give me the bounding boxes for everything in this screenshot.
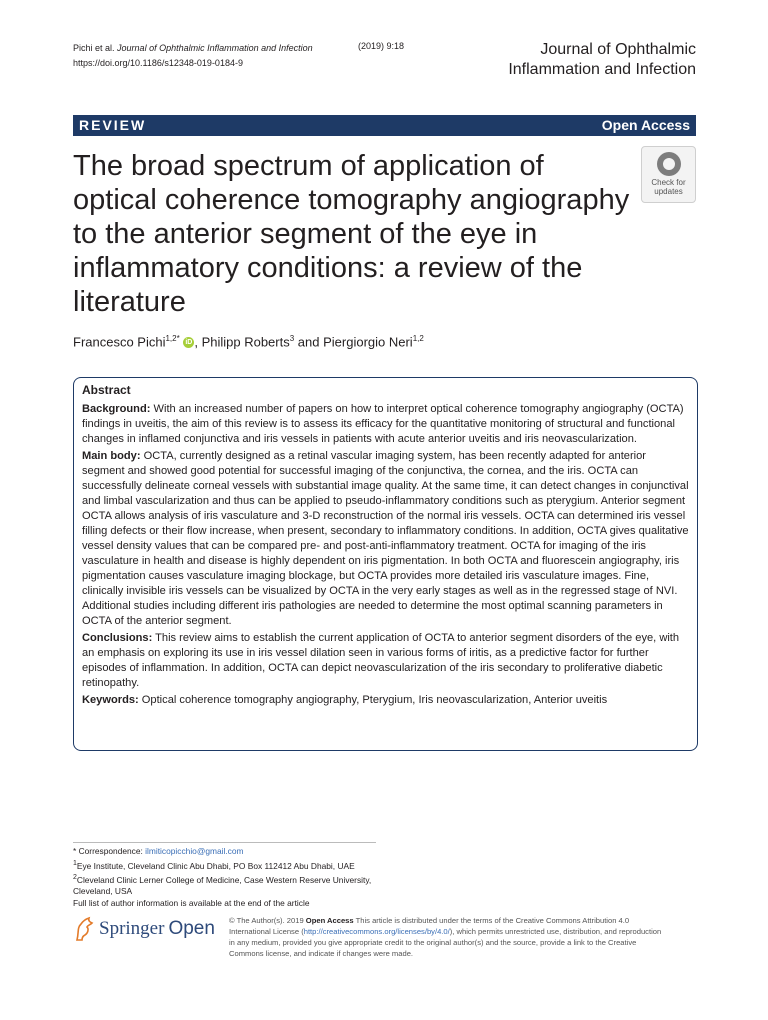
- journal-name-line2: Inflammation and Infection: [508, 61, 696, 78]
- header-author: Pichi et al.: [73, 43, 115, 53]
- abstract-box: [73, 377, 698, 751]
- affiliation-2: Cleveland Clinic Lerner College of Medicine, Case Western Reserve University, Cleveland, USA: [73, 874, 372, 897]
- springer-horse-icon: [73, 916, 95, 942]
- crossmark-icon: [657, 152, 681, 176]
- footnote-divider: [73, 842, 376, 843]
- abstract-keywords: [82, 693, 689, 708]
- footnotes: [73, 846, 393, 909]
- background-text: With an increased number of papers on how to interpret optical coherence tomography angiography (OCTA) findings in uveitis, the aim of this review is to assess its efficacy for the quantitative monitoring of structural and functional changes in inflamed conjunctiva and iris vessels in patients with acute anterior uveitis and iris neovascularization.: [82, 403, 684, 445]
- author-name: Francesco Pichi: [73, 334, 166, 350]
- conclusions-text: This review aims to establish the current application of OCTA to anterior segment disorders of the eye, with an emphasis on exploring its use in iris vessel dilation seen in various forms of iritis, as a predictive factor for further episodes of inflammation. In addition, OCTA can depict neovascularization of the iris secondary to proliferative diabetic retinopathy.: [82, 632, 680, 689]
- affiliation-sup: 1: [73, 859, 77, 867]
- open-access-label: Open Access: [601, 117, 690, 133]
- author-name: , Philipp Roberts: [194, 334, 290, 350]
- license-link[interactable]: http://creativecommons.org/licenses/by/4.0/: [303, 927, 450, 936]
- open-access-bold: Open Access: [305, 916, 354, 925]
- check-for-updates-badge[interactable]: [641, 146, 696, 203]
- correspondence-label: * Correspondence:: [73, 846, 146, 856]
- license-statement: [229, 915, 669, 959]
- keywords-label: Keywords:: [82, 694, 139, 706]
- keywords-text: Optical coherence tomography angiography, Pterygium, Iris neovascularization, Anterior uveitis: [138, 694, 608, 706]
- more-info-note: Full list of author information is available at the end of the article: [73, 897, 310, 908]
- author-affiliation-sup: 1,2: [412, 334, 424, 343]
- orcid-icon[interactable]: iD: [185, 339, 193, 347]
- author-list: [73, 334, 424, 349]
- license-text-2: ), which permits unrestricted use, distribution, and reproduction in any medium, provided you give appropriate credit to the original author(s) and the source, provide a link to the Creative Commons license, and indicate if changes were made.: [229, 927, 662, 958]
- journal-name: [508, 40, 696, 80]
- correspondence-email[interactable]: ilmiticopicchio@gmail.com: [145, 846, 244, 856]
- journal-name-line1: Journal of Ophthalmic: [540, 41, 696, 58]
- affiliation-1: Eye Institute, Cleveland Clinic Abu Dhabi, PO Box 112412 Abu Dhabi, UAE: [76, 860, 355, 871]
- header-journal: Journal of Ophthalmic Inflammation and Infection: [117, 43, 313, 53]
- abstract-heading: Abstract: [82, 383, 131, 397]
- copyright-text: © The Author(s). 2019: [229, 916, 306, 925]
- springer-wordmark: Springer: [99, 918, 165, 939]
- header-year-volume: (2019) 9:18: [358, 41, 405, 51]
- author-affiliation-sup: 1,2*: [165, 334, 180, 343]
- affiliation-sup: 2: [73, 873, 77, 881]
- license-text-1: This article is distributed under the terms of the Creative Commons Attribution 4.0 International License (: [229, 916, 630, 936]
- article-title: The broad spectrum of application of optical coherence tomography angiography to the anterior segment of the eye in inflammatory conditions: a review of the literature: [73, 150, 630, 318]
- abstract-main-body: [82, 449, 689, 629]
- open-wordmark: Open: [168, 918, 215, 939]
- article-type: REVIEW: [79, 117, 147, 133]
- author-name: and Piergiorgio Neri: [294, 334, 413, 350]
- doi-link[interactable]: https://doi.org/10.1186/s12348-019-0184-9: [73, 58, 243, 68]
- badge-line1: Check for: [651, 178, 686, 187]
- running-header: [73, 41, 313, 71]
- springer-open-logo: [73, 916, 215, 942]
- author-affiliation-sup: 3: [289, 334, 295, 343]
- article-type-banner: [73, 115, 696, 136]
- main-body-text: OCTA, currently designed as a retinal vascular imaging system, has been recently adapted for anterior segment and showed good potential for successful imaging of the conjunctiva, the cornea, and the iris. OCTA can successfully delineate corneal vessels with substantial image quality. At the same time, it can detect changes in conjunctival and limbal vascularization and thus can be applied to pseudo-inflammatory conditions such as pterygium. Anterior segment OCTA allows analysis of iris vasculature and 3-D reconstruction of the normal iris vessels. OCTA can determined iris vessel filling defects or their flow increase, when present, secondary to inflammatory conditions. In addition, OCTA gives qualitative vessel density values that can be compared pre- and post-anti-inflammatory treatment. OCTA for imaging of the iris vasculature in health and disease is highly dependent on iris pigmentation. In both OCTA and fluorescein angiography, iris pigmentation causes vasculature imaging blockage, but OCTA provides more detailed iris vasculature images. Fine, clinically invisible iris vessels can be visualized by OCTA in the very early stages as well as in the regressed stage of NVI. Additional studies including different iris pathologies are needed to determine the most optimal scanning parameters in OCTA of the anterior segment.: [82, 450, 689, 627]
- abstract-conclusions: [82, 631, 689, 691]
- abstract-background: [82, 402, 689, 447]
- badge-line2: updates: [654, 187, 683, 196]
- conclusions-label: Conclusions:: [82, 632, 153, 644]
- background-label: Background:: [82, 403, 151, 415]
- main-body-label: Main body:: [82, 450, 141, 462]
